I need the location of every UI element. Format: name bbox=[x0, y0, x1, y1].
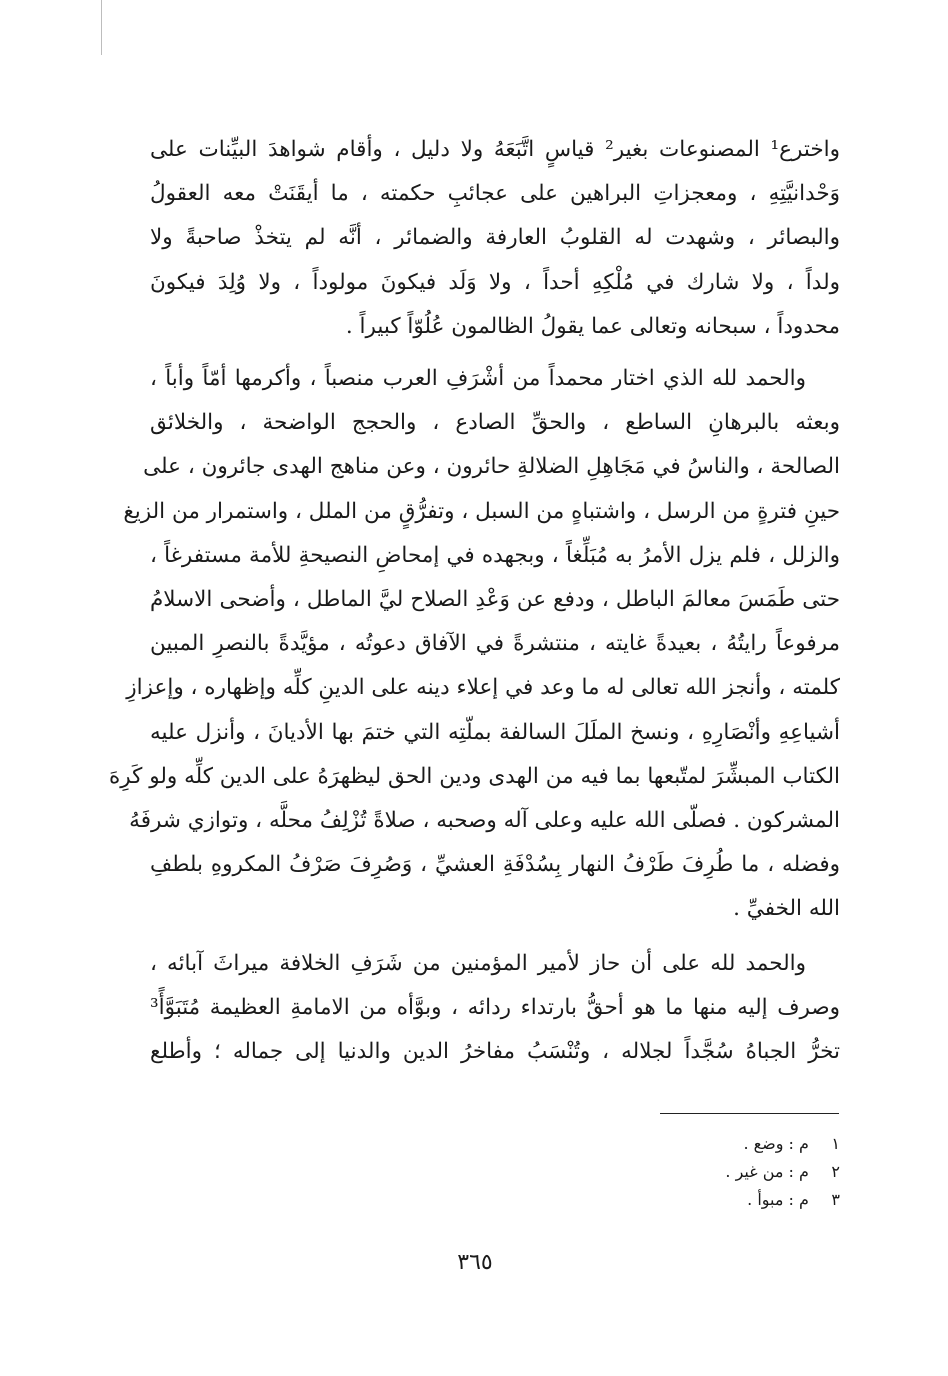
paragraph-2 bbox=[109, 357, 840, 931]
text-line: المشركون . فصلّى الله عليه وعلى آله وصحبه ، صلاةً تُزْلِفُ محلَّه ، وتوازي شرفَهُ bbox=[129, 808, 840, 834]
footnote-text: م : وضع . bbox=[743, 1134, 809, 1153]
text-line: حينِ فترةٍ من الرسل ، واشتباهٍ من السبل ، وتفرُّقٍ من الملل ، واستمرار من الزيغ bbox=[123, 498, 840, 524]
text-line: والحمد لله الذي اختار محمداً من أشْرَفِ العرب منصباً ، وأكرمها أمّاً وأباً ، bbox=[150, 366, 806, 391]
text-line: الكتاب المبشِّرَ لمتّبعها بما فيه من الهدى ودين الحق ليظهرَهُ على الدين كلِّه ولو كَرِهَ bbox=[109, 763, 840, 789]
text-line: وفضله ، ما طُرِفَ طَرْفُ النهار بِسُدْفَةِ العشيِّ ، وَصُرِفَ صَرْفُ المكروهِ بلطفِ bbox=[150, 852, 840, 878]
text-line: الله الخفيِّ . bbox=[733, 896, 840, 922]
footnote-separator bbox=[660, 1113, 839, 1114]
footnote-number: ١ bbox=[831, 1134, 840, 1153]
text-line: حتى طَمَسَ معالمَ الباطل ، ودفع عن وَعْدِ الصلاح ليَّ الماطل ، وأضحى الاسلامُ bbox=[150, 587, 840, 613]
page-number: ٣٦٥ bbox=[457, 1250, 493, 1275]
text-line: وَحْدانيَّتِهِ ، ومعجزاتِ البراهين على عجائبِ حكمته ، ما أيقَنَتْ معه العقولُ bbox=[150, 181, 840, 207]
text-line: الصالحة ، والناسُ في مَجَاهِلِ الضلالةِ حائرون ، وعن مناهج الهدى جائرون ، على bbox=[143, 454, 840, 480]
paragraph-1 bbox=[150, 128, 840, 349]
text-line: محدوداً ، سبحانه وتعالى عما يقولُ الظالمون عُلُوّاً كبيراً . bbox=[345, 313, 840, 339]
text-line: والبصائر ، وشهدت له القلوبُ العارفة والضمائر ، أنَّه لم يتخذْ صاحبةً ولا bbox=[150, 225, 840, 251]
text-line: واخترع¹ المصنوعات بغير² قياسٍ اتَّبَعَهُ ولا دليل ، وأقام شواهدَ البيِّنات على bbox=[150, 137, 840, 162]
footnote-1 bbox=[600, 1130, 840, 1158]
text-line: أشياعِهِ وأنْصَارِهِ ، ونسخ الملَلَ السالفة بملّتِه التي ختمَ بها الأديانَ ، وأنزل عليه bbox=[150, 719, 840, 745]
text-line: كلمته ، وأنجز الله تعالى له ما وعد في إعلاء دينه على الدينِ كلِّه وإظهاره ، وإعزازِ bbox=[126, 675, 840, 701]
footnote-2 bbox=[600, 1158, 840, 1186]
text-line: والحمد لله على أن حاز لأمير المؤمنين من شَرَفِ الخلافة ميراثَ آبائه ، bbox=[150, 951, 806, 976]
footnote-3 bbox=[600, 1186, 840, 1214]
text-line: ولداً ، ولا شارك في مُلْكِهِ أحداً ، ولا وَلَد فيكونَ مولوداً ، ولا وُلِدَ فيكونَ bbox=[150, 269, 840, 295]
text-line: مرفوعاً رايتُهُ ، بعيدةً غايته ، منتشرةً في الآفاق دعوتُه ، مؤيَّدةً بالنصرِ المبين bbox=[150, 631, 840, 657]
footnote-number: ٣ bbox=[831, 1190, 840, 1209]
footnote-text: م : من غير . bbox=[725, 1162, 809, 1181]
footnotes bbox=[600, 1130, 840, 1214]
text-line: والزلل ، فلم يزل الأمرُ به مُبَلِّغاً ، وبجهده في إمحاضِ النصيحةِ للأمة مستفرغاً ، bbox=[150, 542, 840, 568]
scan-edge-mark bbox=[101, 0, 102, 55]
footnote-number: ٢ bbox=[831, 1162, 840, 1181]
paragraph-3 bbox=[150, 942, 840, 1075]
text-line: وصرف إليه منها ما هو أحقُّ بارتداء ردائه ، وبوَّأه من الامامةِ العظيمة مُتَبَوَّأً³ bbox=[150, 995, 840, 1021]
body-text bbox=[109, 128, 840, 1075]
footnote-text: م : مبوأ . bbox=[747, 1190, 809, 1209]
text-line: وبعثه بالبرهانِ الساطع ، والحقِّ الصادع ، والحجج الواضحة ، والخلائق bbox=[150, 410, 840, 436]
text-line: تخرُّ الجباهُ سُجَّداً لجلاله ، وتُنْسَبُ مفاخرُ الدين والدنيا إلى جماله ؛ وأطلع bbox=[150, 1039, 840, 1065]
